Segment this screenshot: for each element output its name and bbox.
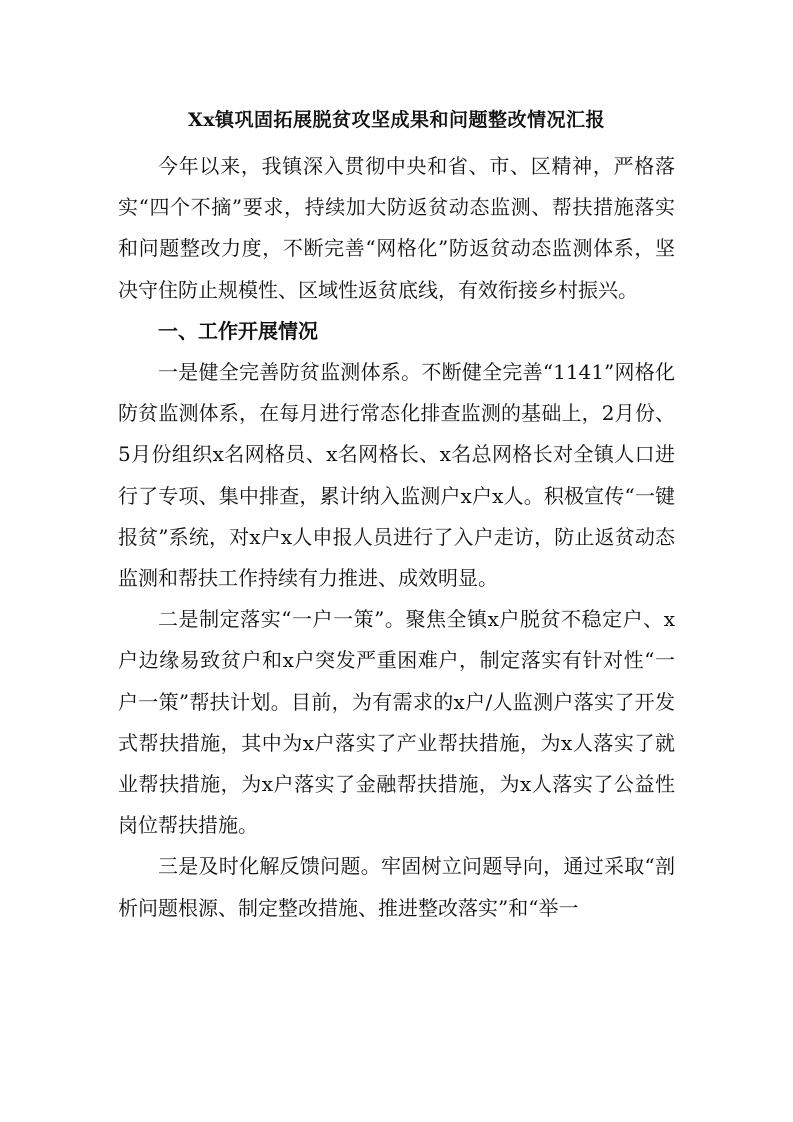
paragraph-one-household-one-policy: 二是制定落实“一户一策”。聚焦全镇x户脱贫不稳定户、x户边缘易致贫户和x户突发严重困难户，制定落实有针对性“一户一策”帮扶计划。目前，为有需求的x户/人监测户落实了开发式帮扶措施，其中为x户落实了产业帮扶措施，为x人落实了就业帮扶措施，为x户落实了金融帮扶措施，为x人落实了公益性岗位帮扶措施。 <box>118 607 675 838</box>
intro-paragraph: 今年以来，我镇深入贯彻中央和省、市、区精神，严格落实“四个不摘”要求，持续加大防返贫动态监测、帮扶措施落实和问题整改力度，不断完善“网格化”防返贫动态监测体系，坚决守住防止规模性、区域性返贫底线，有效衔接乡村振兴。 <box>118 154 675 302</box>
paragraph-monitoring-system: 一是健全完善防贫监测体系。不断健全完善“1141”网格化防贫监测体系，在每月进行常态化排查监测的基础上，2月份、5月份组织x名网格员、x名网格长、x名总网格长对全镇人口进行了专项、集中排查，累计纳入监测户x户x人。积极宣传“一键报贫”系统，对x户x人申报人员进行了入户走访，防止返贫动态监测和帮扶工作持续有力推进、成效明显。 <box>118 360 675 591</box>
paragraph-resolve-feedback-issues: 三是及时化解反馈问题。牢固树立问题导向，通过采取“剖析问题根源、制定整改措施、推进整改落实”和“举一 <box>118 854 675 920</box>
section-heading-work-progress: 一、工作开展情况 <box>158 318 318 343</box>
document-title: Xx镇巩固拓展脱贫攻坚成果和问题整改情况汇报 <box>187 109 606 131</box>
